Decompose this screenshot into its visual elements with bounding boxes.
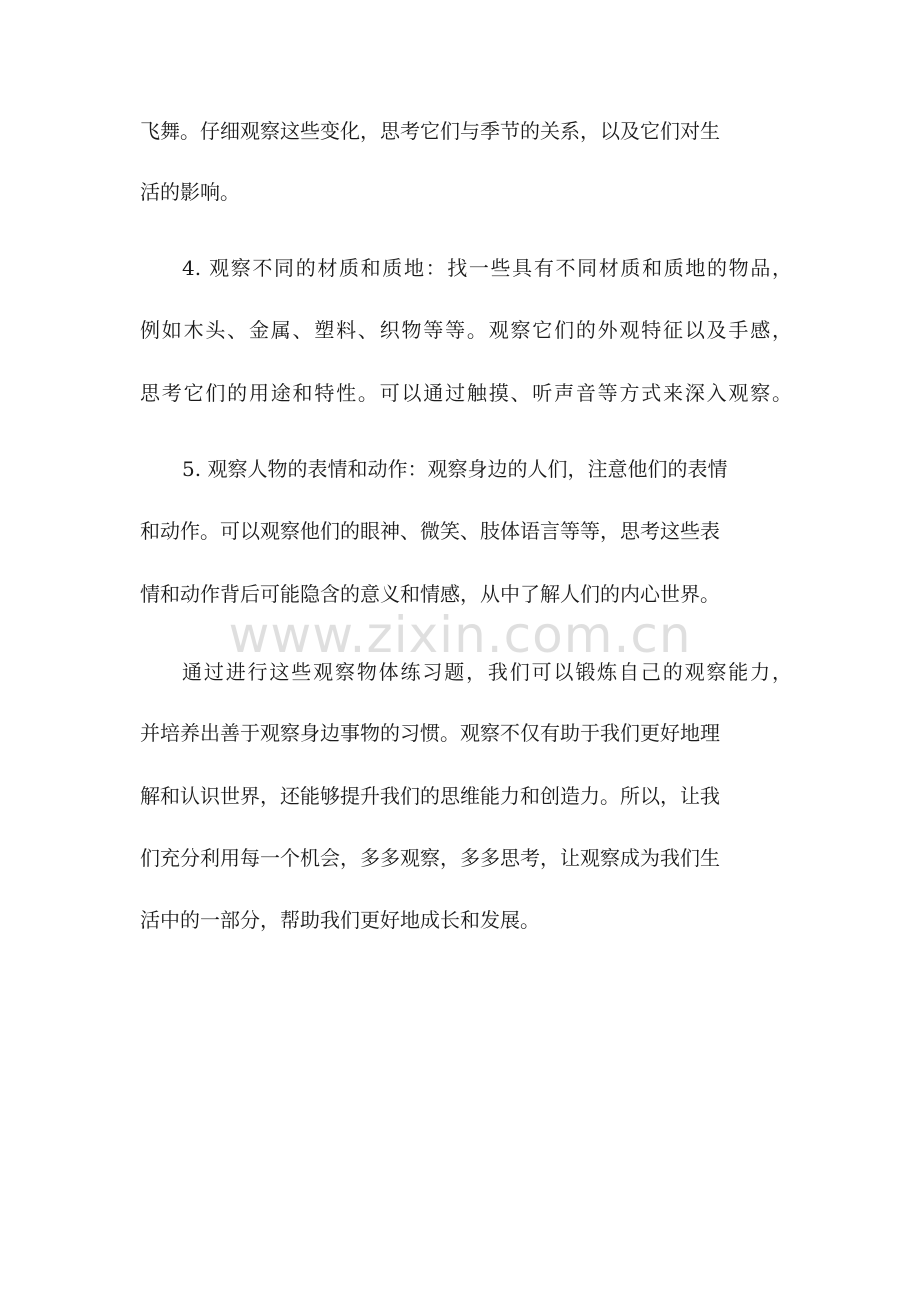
paragraph-line: 例如木头、金属、塑料、织物等等。观察它们的外观特征以及手感， [140,318,792,342]
paragraph-line: 解和认识世界，还能够提升我们的思维能力和创造力。所以，让我 [140,784,720,808]
paragraph-line: 情和动作背后可能隐含的意义和情感，从中了解人们的内心世界。 [140,582,720,606]
paragraph-line: 4. 观察不同的材质和质地：找一些具有不同材质和质地的物品， [182,256,792,280]
paragraph-line: 活中的一部分，帮助我们更好地成长和发展。 [140,908,540,932]
paragraph-line: 思考它们的用途和特性。可以通过触摸、听声音等方式来深入观察。 [140,381,792,405]
paragraph-line: 通过进行这些观察物体练习题，我们可以锻炼自己的观察能力， [182,660,792,684]
paragraph-line: 并培养出善于观察身边事物的习惯。观察不仅有助于我们更好地理 [140,721,720,745]
paragraph-line: 活的影响。 [140,180,240,204]
paragraph-line: 飞舞。仔细观察这些变化，思考它们与季节的关系，以及它们对生 [140,119,720,143]
paragraph-line: 们充分利用每一个机会，多多观察，多多思考，让观察成为我们生 [140,846,720,870]
paragraph-line: 5. 观察人物的表情和动作：观察身边的人们，注意他们的表情 [182,457,728,481]
watermark: www.zixin.com.cn [228,606,692,664]
paragraph-line: 和动作。可以观察他们的眼神、微笑、肢体语言等等，思考这些表 [140,519,720,543]
